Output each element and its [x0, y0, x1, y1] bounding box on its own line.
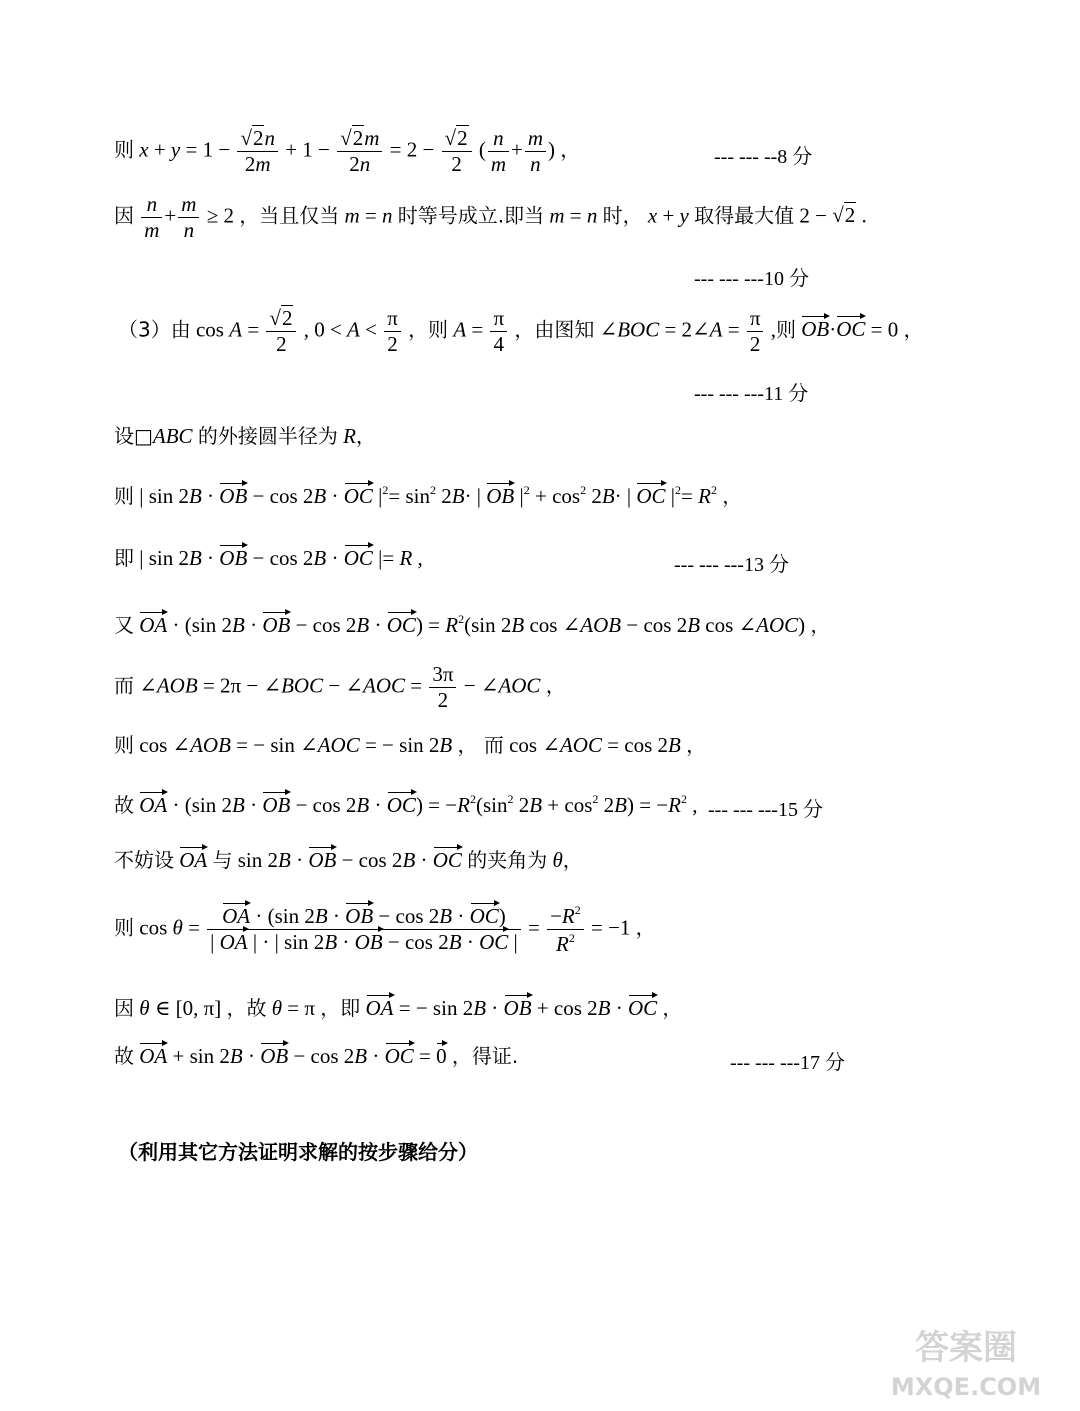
math-line-12: 则 cos θ = $\frac{OA \cdot (\sin 2B \cdot OB - \cos 2B \cdot OC)}{| OA | \cdot | \sin 2B \cdot OB - \cos 2B \cdot OC |}$ = $\frac{-R^2}{R^2}$ = −1 ，	[114, 903, 656, 956]
svg-text:答案圈: 答案圈	[915, 1328, 1017, 1368]
math-line-10: 故 OA · (sin 2B · OB − $\cos 2B \cdot OC) = -R^2(\sin^2$ $2B + \cos^2 2B) = -R^2$ ,	[114, 792, 698, 817]
math-line-14: 故 OA + sin 2B · OB − cos 2B · OC = 0 ，得证.	[114, 1044, 519, 1068]
svg-text:MXQE.COM: MXQE.COM	[890, 1373, 1042, 1401]
math-line-9: 则 cos ∠AOB = − sin ∠AOC = − sin 2B ， 而 cos ∠AOC = cos 2B ，	[114, 733, 707, 757]
footer-note: （利用其它方法证明求解的按步骤给分）	[118, 1140, 478, 1164]
score-15: --- --- ---15 分	[708, 799, 823, 821]
math-line-5: 则 | sin 2B · OB − cos 2B · OC $|^2= \sin^2 2B\cdot$ | OB $|^2 + \cos^2 2B\cdot$ | OC $|^2= R^2$ ，	[114, 483, 743, 508]
math-line-2: 因 $\frac{n}{m}$ + $\frac{m}{n}$ ≥ 2 ，当且仅当 m = n 时等号成立.即当 m = n 时， x + y 取得最大值 2 − √2 .	[114, 192, 867, 242]
math-line-4: 设□ABC 的外接圆半径为 R，	[114, 424, 376, 448]
watermark-logo	[866, 1323, 1066, 1403]
math-line-13: 因 θ ∈ [0, π] ，故 θ = π ，即 OA = − sin 2B · OB + cos 2B · OC ，	[114, 996, 683, 1020]
score-13: --- --- ---13 分	[674, 554, 789, 576]
math-line-3: （3）由 cos A = $\frac{√2}{2}$ , 0 < A < $\frac{\pi}{2}$ ，则 A = $\frac{\pi}{4}$ ，由图知 ∠BOC = 2∠A = $\frac{\pi}{2}$ ,则 OB·OC = 0 ，	[118, 306, 924, 356]
math-line-6: 即 | sin 2B · OB − cos 2B · OC |= R ,	[114, 546, 423, 570]
score-10: --- --- ---10 分	[694, 268, 809, 290]
math-line-7: 又 OA · (sin 2B · OB − $\cos 2B \cdot OC) = R^2(\sin$ 2B cos ∠AOB − cos 2B cos ∠AOC) ，	[114, 612, 831, 637]
score-17: --- --- ---17 分	[730, 1052, 845, 1074]
score-8: --- --- --8 分	[714, 146, 813, 168]
math-line-8: 而 ∠AOB = 2π − ∠BOC − ∠AOC = $\frac{3\pi}{2}$ − ∠AOC ，	[114, 662, 566, 712]
math-line-11: 不妨设 OA 与 sin 2B · OB − cos 2B · OC 的夹角为 θ，	[114, 848, 583, 872]
score-11: --- --- ---11 分	[694, 383, 809, 405]
math-line-1: 则 x + y = 1 − $\frac{√2n}{2m}$ + 1 − $\frac{√2m}{2n}$ = 2 − $\frac{√2}{2}$ ( $\frac{n}{m}$ + $\frac{m}{n}$ ) ，	[114, 126, 581, 176]
